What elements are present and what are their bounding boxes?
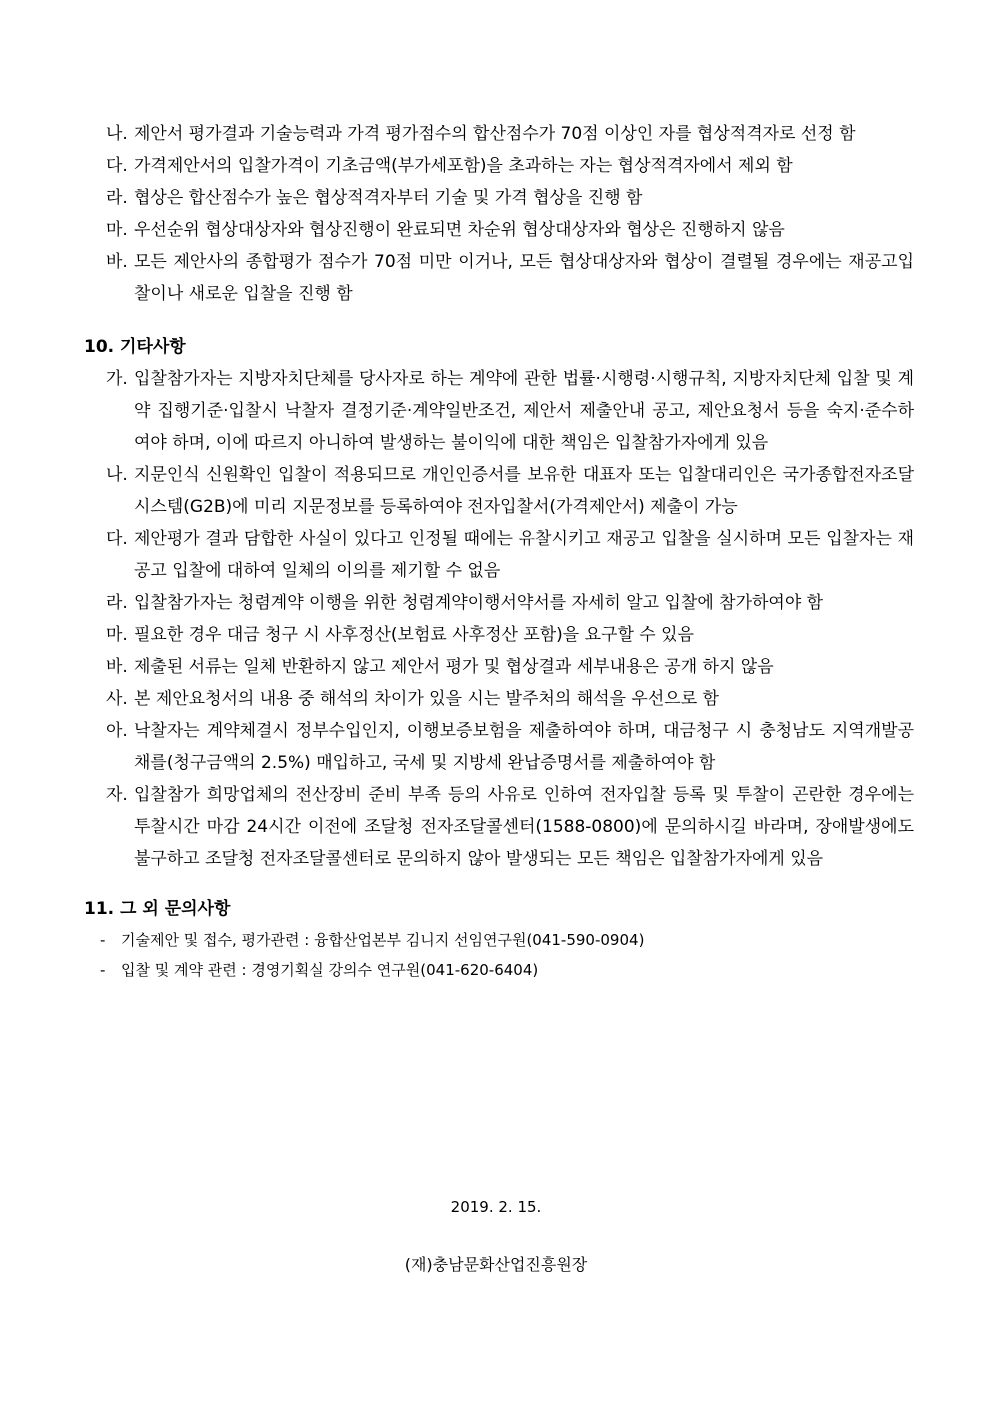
item-text: 모든 제안사의 종합평가 점수가 70점 미만 이거나, 모든 협상대상자와 협상이 결렬될 경우에는 재공고입찰이나 새로운 입찰을 진행 함	[134, 252, 914, 304]
item-text: 입찰참가자는 청렴계약 이행을 위한 청렴계약이행서약서를 자세히 알고 입찰에 참가하여야 함	[134, 593, 824, 613]
section11-list	[84, 925, 914, 985]
item-text: 입찰참가자는 지방자치단체를 당사자로 하는 계약에 관한 법률·시행령·시행규칙, 지방자치단체 입찰 및 계약 집행기준·입찰시 낙찰자 결정기준·계약일반조건, 제안서 제출안내 공고, 제안요청서 등을 숙지·준수하여야 하며, 이에 따르지 아니하여 발생하는 불이익에 대한 책임은 입찰참가자에게 있음	[134, 369, 914, 453]
item-marker: -	[100, 931, 106, 949]
item-marker: 사.	[106, 689, 128, 709]
item-text: 지문인식 신원확인 입찰이 적용되므로 개인인증서를 보유한 대표자 또는 입찰대리인은 국가종합전자조달시스템(G2B)에 미리 지문정보를 등록하여야 전자입찰서(가격제안서) 제출이 가능	[134, 465, 914, 517]
list-item	[84, 182, 914, 214]
item-text: 본 제안요청서의 내용 중 해석의 차이가 있을 시는 발주처의 해석을 우선으로 함	[134, 689, 719, 709]
contact-text: 기술제안 및 접수, 평가관련 : 융합산업본부 김니지 선임연구원(041-590-0904)	[121, 931, 645, 949]
list-item	[84, 459, 914, 523]
list-item	[84, 214, 914, 246]
item-marker: 마.	[106, 220, 128, 240]
item-marker: 라.	[106, 593, 128, 613]
document-body	[84, 118, 914, 985]
item-marker: 다.	[106, 156, 128, 176]
item-text: 낙찰자는 계약체결시 정부수입인지, 이행보증보험을 제출하여야 하며, 대금청구 시 충청남도 지역개발공채를(청구금액의 2.5%) 매입하고, 국세 및 지방세 완납증명서를 제출하여야 함	[134, 721, 914, 773]
list-item	[84, 715, 914, 779]
item-marker: -	[100, 961, 106, 979]
item-marker: 마.	[106, 625, 128, 645]
item-marker: 나.	[106, 465, 128, 485]
section10-list	[84, 363, 914, 875]
item-marker: 다.	[106, 529, 128, 549]
list-item	[84, 150, 914, 182]
list-item	[84, 587, 914, 619]
contact-text: 입찰 및 계약 관련 : 경영기획실 강의수 연구원(041-620-6404)	[121, 961, 539, 979]
item-marker: 자.	[106, 785, 128, 805]
list-item	[84, 779, 914, 875]
contact-item	[84, 925, 914, 955]
list-item	[84, 651, 914, 683]
item-text: 협상은 합산점수가 높은 협상적격자부터 기술 및 가격 협상을 진행 함	[134, 188, 643, 208]
section10-heading: 10. 기타사항	[84, 337, 186, 357]
item-text: 필요한 경우 대금 청구 시 사후정산(보험료 사후정산 포함)을 요구할 수 있음	[134, 625, 694, 645]
list-item	[84, 523, 914, 587]
item-marker: 라.	[106, 188, 128, 208]
item-text: 가격제안서의 입찰가격이 기초금액(부가세포함)을 초과하는 자는 협상적격자에서 제외 함	[134, 156, 793, 176]
item-text: 제안평가 결과 담합한 사실이 있다고 인정될 때에는 유찰시키고 재공고 입찰을 실시하며 모든 입찰자는 재공고 입찰에 대하여 일체의 이의를 제기할 수 없음	[134, 529, 914, 581]
item-text: 제안서 평가결과 기술능력과 가격 평가점수의 합산점수가 70점 이상인 자를 협상적격자로 선정 함	[134, 124, 856, 144]
section11-heading: 11. 그 외 문의사항	[84, 899, 231, 919]
item-marker: 바.	[106, 252, 128, 272]
list-item	[84, 619, 914, 651]
issuing-organization: (재)충남문화산업진흥원장	[404, 1255, 588, 1274]
item-marker: 나.	[106, 124, 128, 144]
contact-item	[84, 955, 914, 985]
list-item	[84, 246, 914, 310]
section9-list	[84, 118, 914, 310]
document-date: 2019. 2. 15.	[450, 1198, 542, 1216]
item-marker: 바.	[106, 657, 128, 677]
item-text: 입찰참가 희망업체의 전산장비 준비 부족 등의 사유로 인하여 전자입찰 등록 및 투찰이 곤란한 경우에는 투찰시간 마감 24시간 이전에 조달청 전자조달콜센터(1588-0800)에 문의하시길 바라며, 장애발생에도 불구하고 조달청 전자조달콜센터로 문의하지 않아 발생되는 모든 책임은 입찰참가자에게 있음	[134, 785, 914, 869]
item-marker: 가.	[106, 369, 128, 389]
list-item	[84, 683, 914, 715]
item-text: 우선순위 협상대상자와 협상진행이 완료되면 차순위 협상대상자와 협상은 진행하지 않음	[134, 220, 785, 240]
list-item	[84, 118, 914, 150]
item-text: 제출된 서류는 일체 반환하지 않고 제안서 평가 및 협상결과 세부내용은 공개 하지 않음	[134, 657, 774, 677]
item-marker: 아.	[106, 721, 128, 741]
list-item	[84, 363, 914, 459]
